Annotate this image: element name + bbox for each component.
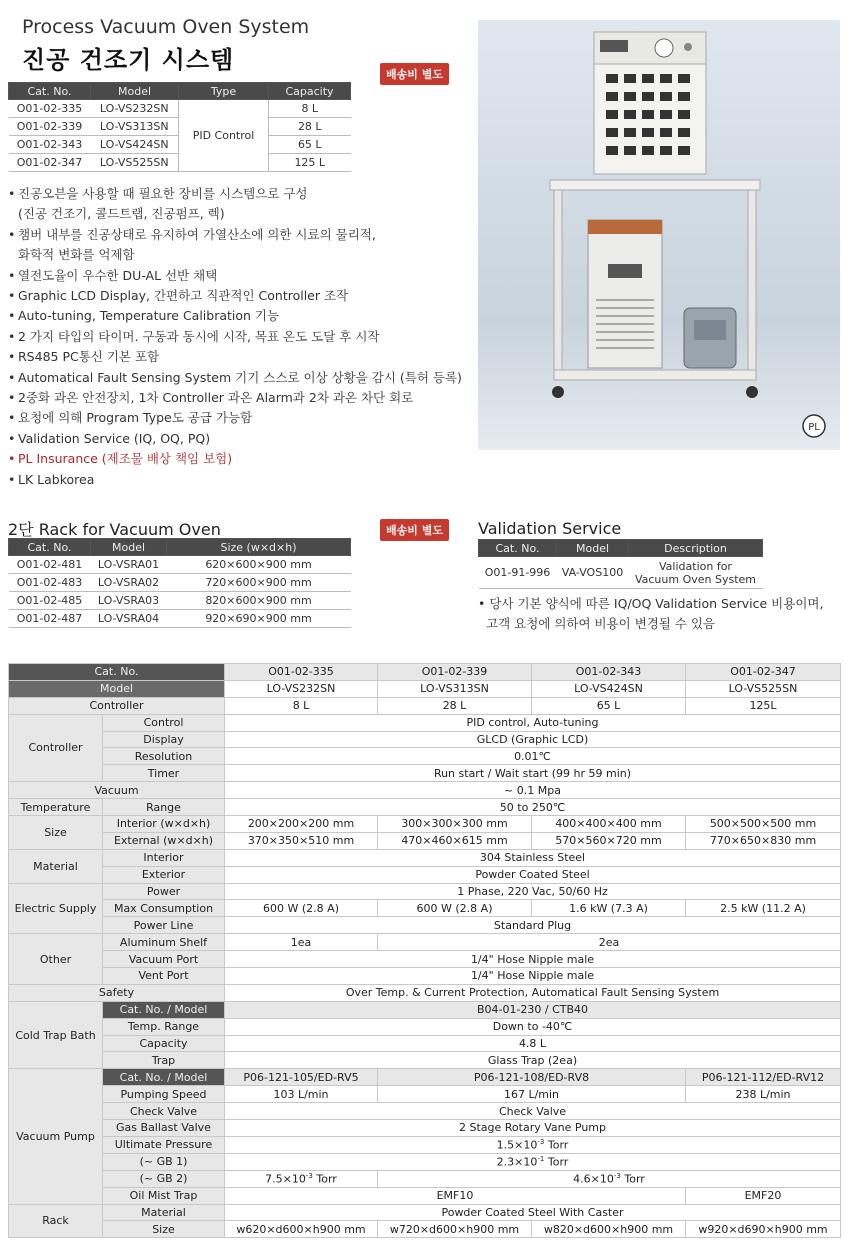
validation-title: Validation Service [478,519,622,538]
spec-cell: 470×460×615 mm [378,832,532,849]
cell: 8 L [269,100,351,118]
spec-cell: 400×400×400 mm [532,816,686,833]
feature-item: • 진공오븐을 사용할 때 필요한 장비를 시스템으로 구성 [8,184,478,204]
feature-item: • Validation Service (IQ, OQ, PQ) [8,429,478,449]
feature-item: • 요청에 의해 Program Type도 공급 가능함 [8,408,478,428]
rack-shipping-badge: 배송비 별도 [380,519,449,541]
spec-cell: 167 L/min [378,1086,686,1103]
feature-item: 화학적 변화를 억제함 [18,247,135,263]
spec-cell: 570×560×720 mm [532,832,686,849]
feature-item: (진공 건조기, 콜드트랩, 진공펌프, 렉) [18,206,225,222]
cell: LO-VS525SN [91,154,179,172]
col-header: Cat. No. [479,540,557,557]
col-header: Cat. No. [9,83,91,100]
spec-cell: EMF20 [686,1187,841,1204]
spec-cell: Standard Plug [225,917,841,934]
spec-cell: Oil Mist Trap [103,1187,225,1204]
spec-cell: 2.5 kW (11.2 A) [686,900,841,917]
spec-cell: Material [9,849,103,883]
spec-cell: EMF10 [225,1187,686,1204]
spec-cell: w920×d690×h900 mm [686,1221,841,1238]
spec-cell: Safety [9,984,225,1001]
spec-cell: LO-VS525SN [686,680,841,697]
product-photo [478,20,840,450]
cell: 28 L [269,118,351,136]
spec-cell: Vacuum [9,782,225,799]
spec-cell: Timer [103,765,225,782]
cell: LO-VSRA01 [91,556,167,574]
cell: O01-02-347 [9,154,91,172]
spec-cell: w820×d600×h900 mm [532,1221,686,1238]
spec-cell: 238 L/min [686,1086,841,1103]
spec-cell: 600 W (2.8 A) [225,900,378,917]
spec-cell: w620×d600×h900 mm [225,1221,378,1238]
rack-table [8,538,351,628]
spec-cell: Controller [9,697,225,714]
cell: O01-02-483 [9,574,91,592]
spec-cell: 65 L [532,697,686,714]
feature-item: • 2중화 과온 안전장치, 1차 Controller 과온 Alarm과 2차 과온 차단 회로 [8,388,478,408]
spec-cell: Cat. No. / Model [103,1001,225,1018]
cell: LO-VSRA04 [91,610,167,628]
spec-cell: $4.6\times 10^{-3}$ Torr [378,1170,841,1187]
rack-title: 2단 Rack for Vacuum Oven [8,520,221,539]
spec-cell: 103 L/min [225,1086,378,1103]
spec-cell: Power [103,883,225,900]
spec-cell: $7.5\times 10^{-3}$ Torr [225,1170,378,1187]
spec-cell: Temp. Range [103,1018,225,1035]
spec-cell: (~ GB 1) [103,1153,225,1170]
spec-cell: Controller [9,714,103,782]
spec-cell: 370×350×510 mm [225,832,378,849]
spec-cell: GLCD (Graphic LCD) [225,731,841,748]
spec-cell: Down to -40℃ [225,1018,841,1035]
spec-cell: 2 Stage Rotary Vane Pump [225,1120,841,1137]
col-header: Model [91,539,167,556]
col-header: Cat. No. [9,539,91,556]
cell: LO-VS424SN [91,136,179,154]
title-english: Process Vacuum Oven System [22,16,310,38]
spec-cell: Control [103,714,225,731]
description-cell: Validation for Vacuum Oven System [629,557,763,589]
spec-cell: Ultimate Pressure [103,1136,225,1153]
spec-cell: 1 Phase, 220 Vac, 50/60 Hz [225,883,841,900]
spec-cell: Exterior [103,866,225,883]
spec-cell: 1.6 kW (7.3 A) [532,900,686,917]
cell: VA-VOS100 [557,557,629,589]
spec-cell: Material [103,1204,225,1221]
col-header: Model [557,540,629,557]
cell: LO-VS313SN [91,118,179,136]
cell: 920×690×900 mm [167,610,351,628]
spec-cell: $2.3\times 10^{-1}$ Torr [225,1153,841,1170]
col-header: Size (w×d×h) [167,539,351,556]
spec-cell: Resolution [103,748,225,765]
feature-item: • Graphic LCD Display, 간편하고 직관적인 Controller 조작 [8,286,478,306]
spec-cell: Range [103,799,225,816]
spec-cell: LO-VS232SN [225,680,378,697]
spec-cell: Check Valve [225,1103,841,1120]
spec-cell: PID control, Auto-tuning [225,714,841,731]
feature-item: • Auto-tuning, Temperature Calibration 기능 [8,306,478,326]
spec-cell: Power Line [103,917,225,934]
spec-cell: P06-121-112/ED-RV12 [686,1069,841,1086]
cell: 620×600×900 mm [167,556,351,574]
spec-cell: O01-02-343 [532,664,686,681]
feature-item: • PL Insurance (제조물 배상 책임 보험) [8,449,478,469]
spec-cell: 8 L [225,697,378,714]
cell: LO-VSRA02 [91,574,167,592]
spec-cell: Powder Coated Steel With Caster [225,1204,841,1221]
type-cell: PID Control [179,100,269,172]
cell: O01-02-487 [9,610,91,628]
spec-cell: O01-02-335 [225,664,378,681]
col-header: Capacity [269,83,351,100]
spec-cell: Over Temp. & Current Protection, Automatical Fault Sensing System [225,984,841,1001]
spec-cell: 304 Stainless Steel [225,849,841,866]
spec-cell: LO-VS424SN [532,680,686,697]
spec-cell: O01-02-339 [378,664,532,681]
spec-cell: P06-121-108/ED-RV8 [378,1069,686,1086]
spec-cell: Glass Trap (2ea) [225,1052,841,1069]
spec-cell: Gas Ballast Valve [103,1120,225,1137]
validation-table [478,539,763,589]
cell: O01-91-996 [479,557,557,589]
spec-cell: Pumping Speed [103,1086,225,1103]
spec-cell: Cat. No. / Model [103,1069,225,1086]
feature-item: • 챔버 내부를 진공상태로 유지하여 가열산소에 의한 시료의 물리적, [8,225,478,245]
spec-cell: Interior (w×d×h) [103,816,225,833]
spec-cell: w720×d600×h900 mm [378,1221,532,1238]
feature-item: • 열전도율이 우수한 DU-AL 선반 채택 [8,266,478,286]
spec-cell: Vacuum Pump [9,1069,103,1204]
col-header: Model [91,83,179,100]
cell: O01-02-339 [9,118,91,136]
spec-cell: Cold Trap Bath [9,1001,103,1069]
feature-item: • RS485 PC통신 기본 포함 [8,347,478,367]
spec-cell: Size [9,816,103,850]
spec-cell: Vent Port [103,968,225,985]
cell: 125 L [269,154,351,172]
spec-cell: 125L [686,697,841,714]
spec-cell: 28 L [378,697,532,714]
spec-cell: Rack [9,1204,103,1238]
pl-mark: PL [808,422,820,433]
spec-cell: O01-02-347 [686,664,841,681]
cell: LO-VS232SN [91,100,179,118]
feature-item: • Automatical Fault Sensing System 기기 스스로 이상 상황을 감시 (특허 등록) [8,368,478,388]
spec-cell: Temperature [9,799,103,816]
feature-item: • 2 가지 타입의 타이머. 구동과 동시에 시작, 목표 온도 도달 후 시작 [8,327,478,347]
spec-cell: Max Consumption [103,900,225,917]
shipping-badge: 배송비 별도 [380,63,449,85]
spec-cell: Other [9,934,103,985]
cell: O01-02-343 [9,136,91,154]
cell: O01-02-481 [9,556,91,574]
spec-cell: External (w×d×h) [103,832,225,849]
validation-note: • 당사 기본 양식에 따른 IQ/OQ Validation Service 비용이며, 고객 요청에 의하여 비용이 변경될 수 있음 [478,596,824,631]
spec-cell: 600 W (2.8 A) [378,900,532,917]
spec-cell: 2ea [378,934,841,951]
vacuum-oven-system-illustration [478,20,840,450]
spec-cell: 0.01℃ [225,748,841,765]
spec-cell: P06-121-105/ED-RV5 [225,1069,378,1086]
spec-cell: Interior [103,849,225,866]
spec-cell: 1/4" Hose Nipple male [225,968,841,985]
cell: 720×600×900 mm [167,574,351,592]
col-header: Description [629,540,763,557]
spec-cell: $1.5\times 10^{-3}$ Torr [225,1136,841,1153]
spec-cell: Model [9,680,225,697]
models-table [8,82,351,172]
spec-cell: Trap [103,1052,225,1069]
cell: LO-VSRA03 [91,592,167,610]
spec-cell: 4.8 L [225,1035,841,1052]
spec-cell: Cat. No. [9,664,225,681]
spec-cell: Display [103,731,225,748]
feature-item: • LK Labkorea [8,470,478,490]
feature-list [8,184,478,490]
spec-cell: Capacity [103,1035,225,1052]
cell: 65 L [269,136,351,154]
spec-cell: B04-01-230 / CTB40 [225,1001,841,1018]
spec-cell: 1ea [225,934,378,951]
cell: 820×600×900 mm [167,592,351,610]
spec-cell: 1/4" Hose Nipple male [225,951,841,968]
spec-cell: LO-VS313SN [378,680,532,697]
spec-cell: Powder Coated Steel [225,866,841,883]
spec-cell: Vacuum Port [103,951,225,968]
spec-table [8,663,841,1238]
spec-cell: 300×300×300 mm [378,816,532,833]
spec-cell: 200×200×200 mm [225,816,378,833]
spec-cell: 770×650×830 mm [686,832,841,849]
col-header: Type [179,83,269,100]
spec-cell: ~ 0.1 Mpa [225,782,841,799]
spec-cell: Run start / Wait start (99 hr 59 min) [225,765,841,782]
spec-cell: Electric Supply [9,883,103,934]
spec-cell: 50 to 250℃ [225,799,841,816]
spec-cell: (~ GB 2) [103,1170,225,1187]
spec-cell: 500×500×500 mm [686,816,841,833]
spec-cell: Aluminum Shelf [103,934,225,951]
spec-cell: Check Valve [103,1103,225,1120]
title-korean: 진공 건조기 시스템 [22,46,235,74]
cell: O01-02-485 [9,592,91,610]
cell: O01-02-335 [9,100,91,118]
spec-cell: Size [103,1221,225,1238]
